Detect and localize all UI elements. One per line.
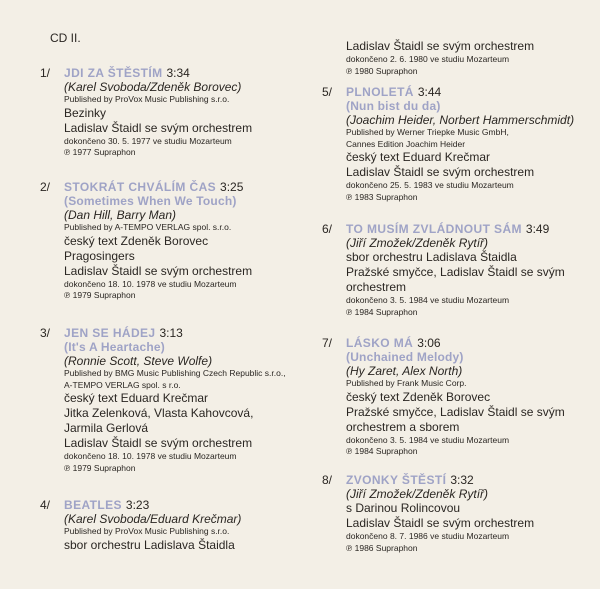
track-details [346, 85, 574, 203]
credit-line: Pragosingers [64, 248, 135, 263]
credit-line: ℗ 1977 Supraphon [64, 147, 136, 157]
track-details [64, 326, 286, 474]
track-5 [322, 85, 574, 203]
track-number: 4/ [39, 498, 50, 512]
credit-line: Cannes Edition Joachim Heider [346, 138, 466, 149]
track-duration: 3:25 [220, 180, 244, 194]
credit-line: Ladislav Štaidl se svým orchestrem [64, 120, 253, 135]
credit-line: ℗ 1979 Supraphon [64, 462, 136, 473]
credit-line: český text Zdeněk Borovec [64, 233, 209, 248]
track-authors: (Karel Svoboda/Eduard Krečmar) [64, 512, 242, 526]
track-number: 8/ [321, 473, 332, 487]
track-title-line [64, 66, 252, 80]
track-original-title: (Nun bist du da) [346, 99, 441, 113]
track-duration: 3:49 [525, 222, 550, 236]
credit-line: Published by Frank Music Corp. [346, 378, 467, 388]
credit-line: sbor orchestru Ladislava Štaidla [64, 537, 235, 552]
credit-line: dokončeno 25. 5. 1983 ve studiu Mozarteum [346, 180, 514, 190]
credit-line: ℗ 1979 Supraphon [64, 290, 136, 300]
credit-line: český text Eduard Krečmar [64, 391, 209, 405]
credit-line: ℗ 1984 Supraphon [346, 306, 418, 317]
credit-line: dokončeno 8. 7. 1986 ve studiu Mozarteum [346, 531, 510, 541]
track-duration: 3:23 [125, 498, 150, 512]
credit-line: Ladislav Štaidl se svým orchestrem [64, 436, 253, 450]
track-title: TO MUSÍM ZVLÁDNOUT SÁM [346, 222, 522, 236]
track-authors: (Karel Svoboda/Zdeněk Borovec) [64, 80, 242, 94]
track-1 [40, 66, 252, 159]
credit-line: český text Eduard Krečmar [346, 150, 491, 164]
cd-label: CD II. [50, 31, 81, 45]
credit-line: orchestrem a sborem [346, 419, 460, 434]
track-title-line [346, 85, 574, 99]
credit-line: dokončeno 3. 5. 1984 ve studiu Mozarteum [346, 434, 510, 445]
credit-line: Published by A-TEMPO VERLAG spol. s.r.o. [64, 222, 232, 232]
credit-line: Ladislav Štaidl se svým orchestrem [346, 165, 535, 179]
credit-line: Published by ProVox Music Publishing s.r.o. [64, 526, 230, 536]
credit-line: orchestrem [346, 280, 407, 294]
credit-line: ℗ 1986 Supraphon [346, 542, 418, 553]
credit-line: Ladislav Štaidl se svým orchestrem [346, 516, 535, 530]
track-authors: (Hy Zaret, Alex North) [346, 364, 463, 378]
track-2 [40, 180, 252, 302]
track-details [64, 498, 241, 553]
track-number: 6/ [321, 222, 332, 236]
track-details [346, 222, 565, 318]
credit-line: s Darinou Rolincovou [346, 501, 461, 515]
credit-line: Ladislav Štaidl se svým orchestrem [64, 263, 253, 278]
track-duration: 3:06 [417, 336, 441, 350]
track-title-line [64, 326, 286, 340]
track-duration: 3:32 [450, 473, 474, 487]
track-duration: 3:44 [417, 85, 442, 99]
track-title: PLNOLETÁ [346, 85, 414, 99]
track-title-line [64, 180, 252, 194]
track-title: ZVONKY ŠTĚSTÍ [346, 473, 447, 487]
credit-line: Pražské smyčce, Ladislav Štaidl se svým [346, 404, 565, 419]
track-duration: 3:34 [166, 66, 190, 80]
credit-line: ℗ 1980 Supraphon [346, 65, 418, 76]
credit-line: dokončeno 2. 6. 1980 ve studiu Mozarteum [346, 54, 510, 64]
track-number: 3/ [39, 326, 50, 340]
credit-line: dokončeno 30. 5. 1977 ve studiu Mozarteum [64, 135, 232, 146]
track-title: JEN SE HÁDEJ [64, 326, 156, 340]
track-authors: (Jiří Zmožek/Zdeněk Rytíř) [346, 236, 489, 250]
track-title-line [346, 473, 534, 487]
credit-line: sbor orchestru Ladislava Štaidla [346, 250, 517, 264]
track-title: BEATLES [64, 498, 122, 512]
track-authors: (Jiří Zmožek/Zdeněk Rytíř) [346, 487, 489, 501]
track-details [64, 180, 252, 302]
credit-line: Published by ProVox Music Publishing s.r.o. [64, 94, 230, 104]
track-3 [40, 326, 286, 474]
track-4 [40, 498, 241, 553]
track-authors: (Joachim Heider, Norbert Hammerschmidt) [346, 113, 575, 127]
track-title-line [64, 498, 241, 512]
track-7 [322, 336, 565, 458]
track-authors: (Dan Hill, Barry Man) [64, 208, 177, 222]
track-original-title: (Unchained Melody) [346, 350, 464, 364]
credit-line: Bezinky [64, 105, 107, 120]
credit-line: A-TEMPO VERLAG spol. s r.o. [64, 379, 181, 390]
credit-line: Published by BMG Music Publishing Czech Republic s.r.o., [64, 368, 286, 378]
track-title: JDI ZA ŠTĚSTÍM [64, 66, 163, 80]
track-details [346, 336, 565, 458]
credit-line: dokončeno 3. 5. 1984 ve studiu Mozarteum [346, 295, 510, 305]
continued-lines [346, 39, 534, 77]
credit-line: Jitka Zelenková, Vlasta Kahovcová, [64, 406, 254, 420]
credit-line: Ladislav Štaidl se svým orchestrem [346, 39, 535, 53]
credit-line: ℗ 1984 Supraphon [346, 446, 418, 456]
track-duration: 3:13 [159, 326, 183, 340]
track-original-title: (It's A Heartache) [64, 340, 165, 354]
credit-line: ℗ 1983 Supraphon [346, 191, 418, 202]
track-title-line [346, 336, 565, 350]
credit-line: Jarmila Gerlová [64, 421, 149, 435]
credit-line: Published by Werner Triepke Music GmbH, [346, 127, 509, 137]
track-8 [322, 473, 534, 554]
track-number: 7/ [321, 336, 332, 350]
track-details [64, 66, 252, 159]
track-number: 2/ [39, 180, 50, 194]
track-authors: (Ronnie Scott, Steve Wolfe) [64, 354, 213, 368]
track-title: LÁSKO MÁ [346, 336, 414, 350]
track-number: 5/ [321, 85, 332, 99]
track-title: STOKRÁT CHVÁLÍM ČAS [64, 180, 217, 194]
track-title-line [346, 222, 565, 236]
track-6 [322, 222, 565, 318]
track-original-title: (Sometimes When We Touch) [64, 194, 237, 208]
continued-block [322, 39, 534, 77]
credit-line: dokončeno 18. 10. 1978 ve studiu Mozarteum [64, 451, 237, 461]
credit-line: dokončeno 18. 10. 1978 ve studiu Mozarteum [64, 278, 237, 289]
credit-line: český text Zdeněk Borovec [346, 389, 491, 404]
credit-line: Pražské smyčce, Ladislav Štaidl se svým [346, 265, 565, 279]
track-number: 1/ [39, 66, 50, 80]
track-details [346, 473, 534, 554]
